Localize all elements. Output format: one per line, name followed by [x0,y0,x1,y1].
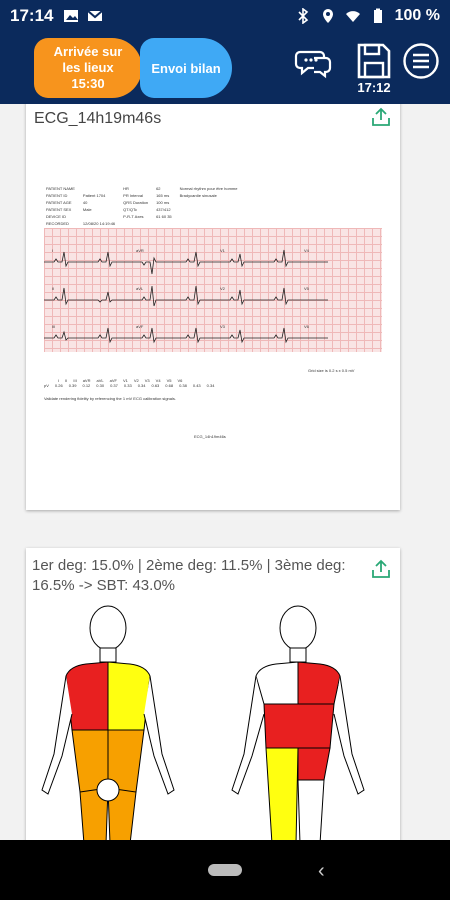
report-content[interactable] [0,104,450,840]
ecg-amplitudes [44,378,284,388]
lead-label: V6 [304,324,309,329]
ecg-meta-cell [180,214,244,219]
burn-assessment-card [26,548,400,840]
send-report-label: Envoi bilan [151,60,221,76]
amplitude-value: 0.34 [137,383,146,388]
ecg-meta-row [46,200,243,205]
lead-label: V4 [304,248,309,253]
lead-label: V1 [220,248,225,253]
amplitude-value: 0.34 [206,383,215,388]
ecg-waveform [44,228,382,352]
share-icon[interactable] [370,558,392,580]
back-icon[interactable]: ‹ [318,860,325,882]
home-button[interactable] [208,864,242,876]
ecg-meta-cell: PATIENT SEX [46,207,72,212]
burn-summary: 1er deg: 15.0% | 2ème deg: 11.5% | 3ème deg: 16.5% -> SBT: 43.0% [32,557,346,594]
lead-label: aVR [136,248,144,253]
ecg-meta-cell [123,221,154,226]
ecg-meta-cell: Patient 1704 [82,193,106,198]
ecg-meta-cell: PATIENT AGE [46,200,72,205]
amplitude-value: 0.26 [54,383,63,388]
ecg-meta-cell: PATIENT NAME [46,186,75,191]
chat-icon[interactable] [294,46,334,80]
ecg-fidelity-note: Validate rendering fidelity by referencing the 1 mV ECG calibration signals. [44,396,176,401]
amplitude-value: 0.39 [68,383,77,388]
ecg-meta-cell: P-R-T Axes [123,214,144,219]
lead-label: V3 [220,324,225,329]
ecg-meta-cell [83,186,121,191]
app-header [0,32,450,104]
battery-level: 100 % [394,7,440,24]
ecg-meta-row [46,193,243,198]
ecg-meta-row [46,221,243,226]
body-front-diagram[interactable] [26,604,206,840]
amplitude-lead: aVR [82,378,91,383]
ecg-meta-cell: 165 ms [156,193,170,198]
ecg-meta-cell: QT/QTc [123,207,137,212]
ecg-meta-cell [180,207,244,212]
amplitude-lead: V2 [133,378,139,383]
lead-label: II [52,286,55,291]
share-icon[interactable] [370,106,392,128]
amplitude-lead: V3 [144,378,150,383]
amplitude-value: 0.30 [96,383,105,388]
amplitude-value: 0.12 [82,383,91,388]
ecg-card [26,104,400,510]
amplitude-unit: pV [44,383,49,388]
arrival-on-site-button[interactable] [34,38,142,98]
arrival-label-line2: les lieux [62,60,114,75]
ecg-meta-cell: 12/08/20 14:19:46 [82,221,116,226]
amplitude-value: 0.68 [165,383,174,388]
ecg-meta-cell: 62 [156,186,161,191]
image-icon [63,8,79,24]
ecg-meta-cell: PR Interval [123,193,143,198]
amplitude-lead: III [73,378,77,383]
status-time: 17:14 [10,6,54,25]
lead-label: aVL [136,286,144,291]
ecg-meta-row [46,214,243,219]
send-report-button[interactable] [140,38,232,98]
ecg-footer: ECG_14h19m46s [194,434,226,439]
amplitude-lead: II [65,378,68,383]
gmail-icon [87,8,103,24]
amplitude-value: 0.43 [192,383,201,388]
ecg-meta-cell [156,221,178,226]
ecg-meta-cell: 437/412 [156,207,171,212]
status-bar [0,0,450,32]
amplitude-value: 0.37 [110,383,118,388]
amplitude-lead: V1 [122,378,128,383]
ecg-meta-cell: HR [123,186,129,191]
lead-label: III [52,324,56,329]
ecg-meta-cell: DEVICE ID [46,214,67,219]
battery-icon [370,8,386,24]
ecg-meta-cell: RECORDED [46,221,69,226]
arrival-label-line1: Arrivée sur [53,44,123,59]
ecg-meta-cell: PATIENT ID [46,193,68,198]
ecg-patient-info [44,184,245,228]
ecg-meta-cell: 40 [82,200,88,205]
ecg-meta-cell: Male [82,207,92,212]
amplitude-lead: V5 [166,378,172,383]
lead-label: V5 [304,286,309,291]
save-icon[interactable] [356,42,392,80]
ecg-grid-note: Grid size is 0.2 s x 0.5 mV [308,368,355,373]
body-back-diagram[interactable] [216,604,396,840]
ecg-meta-cell: QRS Duration [123,200,149,205]
location-icon [320,8,336,24]
ecg-meta-cell: Bradycardie sinusale [179,193,217,198]
bluetooth-icon [295,8,311,24]
amplitude-lead: V4 [155,378,161,383]
menu-icon[interactable] [402,42,440,80]
amplitude-value: 0.38 [179,383,187,388]
ecg-meta-row [46,186,243,191]
lead-label: I [52,248,54,253]
wifi-icon [345,8,361,24]
amplitude-lead: aVF [109,378,117,383]
amplitude-lead: I [58,378,60,383]
lead-label: V2 [220,286,225,291]
last-save-time: 17:12 [357,80,391,95]
amplitude-value-row [44,383,284,388]
amplitude-value: 0.33 [123,383,132,388]
ecg-title: ECG_14h19m46s [34,110,162,127]
ecg-meta-cell [83,214,121,219]
ecg-trace-grid [44,228,382,352]
ecg-meta-row [46,207,243,212]
ecg-meta-cell [180,200,244,205]
lead-label: aVF [136,324,144,329]
amplitude-lead: V6 [177,378,183,383]
amplitude-value: 0.63 [151,383,160,388]
arrival-time: 15:30 [71,76,105,91]
amplitude-lead: aVL [96,378,104,383]
ecg-meta-cell: 100 ms [156,200,170,205]
ecg-meta-cell: 61 60 35 [156,214,172,219]
ecg-meta-cell [180,221,244,226]
ecg-meta-cell: Normal rhythm pour être homme [179,186,238,191]
system-navigation-bar [0,840,450,900]
